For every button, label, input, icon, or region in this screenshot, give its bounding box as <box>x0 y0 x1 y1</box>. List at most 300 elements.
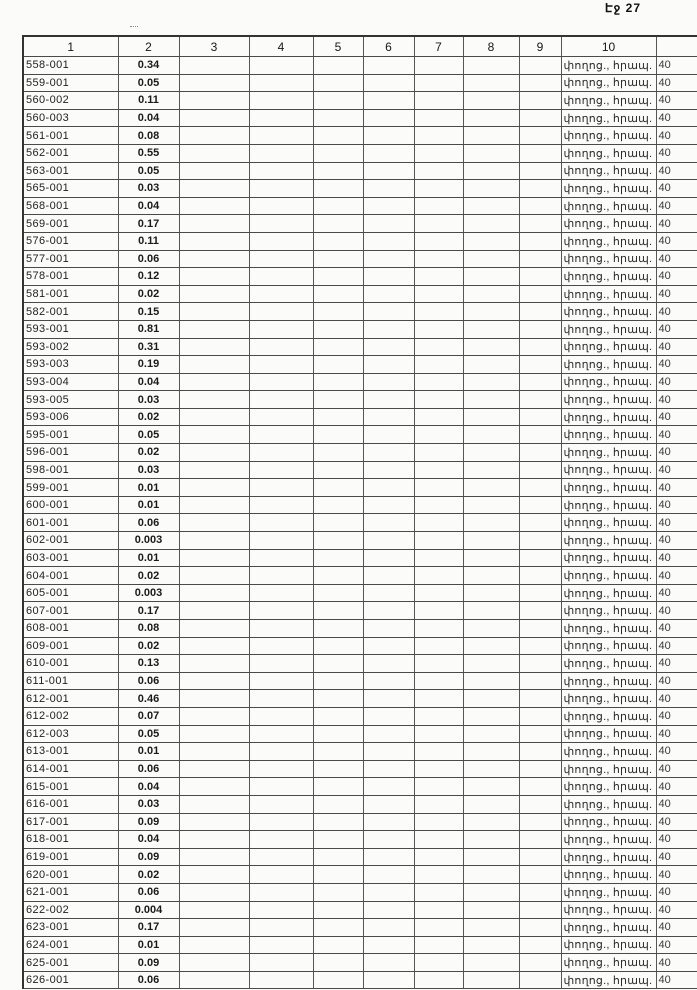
empty-cell <box>313 426 363 444</box>
margin-note: 40 <box>656 144 697 162</box>
empty-cell <box>313 831 363 849</box>
value-cell: 0.07 <box>118 707 179 725</box>
category-cell: փողոց., հրապ. <box>561 919 656 937</box>
empty-cell <box>179 496 249 514</box>
empty-cell <box>313 180 363 198</box>
margin-note: 40 <box>656 655 697 673</box>
empty-cell <box>249 813 313 831</box>
table-row <box>23 778 697 796</box>
code-cell: 626-001 <box>23 971 118 989</box>
margin-note: 40 <box>656 461 697 479</box>
empty-cell <box>179 672 249 690</box>
empty-cell <box>249 57 313 75</box>
category-cell: փողոց., հրապ. <box>561 303 656 321</box>
empty-cell <box>414 461 463 479</box>
code-cell: 624-001 <box>23 936 118 954</box>
empty-cell <box>179 690 249 708</box>
empty-cell <box>313 144 363 162</box>
category-cell: փողոց., հրապ. <box>561 690 656 708</box>
empty-cell <box>363 338 414 356</box>
empty-cell <box>463 320 519 338</box>
empty-cell <box>313 496 363 514</box>
value-cell: 0.11 <box>118 232 179 250</box>
category-cell: փողոց., հրապ. <box>561 338 656 356</box>
table-row <box>23 162 697 180</box>
value-cell: 0.06 <box>118 250 179 268</box>
empty-cell <box>179 391 249 409</box>
value-cell: 0.05 <box>118 725 179 743</box>
table-row <box>23 320 697 338</box>
empty-cell <box>519 549 561 567</box>
margin-note: 40 <box>656 795 697 813</box>
value-cell: 0.09 <box>118 848 179 866</box>
empty-cell <box>249 901 313 919</box>
empty-cell <box>249 426 313 444</box>
table-row <box>23 954 697 972</box>
empty-cell <box>249 461 313 479</box>
category-cell: փողոց., հրապ. <box>561 602 656 620</box>
empty-cell <box>249 303 313 321</box>
category-cell: փողոց., հրապ. <box>561 356 656 374</box>
empty-cell <box>313 795 363 813</box>
empty-cell <box>463 655 519 673</box>
empty-cell <box>363 303 414 321</box>
empty-cell <box>519 514 561 532</box>
code-cell: 582-001 <box>23 303 118 321</box>
category-cell: փողոց., հրապ. <box>561 866 656 884</box>
margin-note: 40 <box>656 690 697 708</box>
category-cell: փողոց., հրապ. <box>561 144 656 162</box>
category-cell: փողոց., հրապ. <box>561 197 656 215</box>
empty-cell <box>313 725 363 743</box>
code-cell: 621-001 <box>23 883 118 901</box>
margin-note: 40 <box>656 444 697 462</box>
empty-cell <box>414 584 463 602</box>
empty-cell <box>519 303 561 321</box>
category-cell: փողոց., հրապ. <box>561 109 656 127</box>
table-row <box>23 250 697 268</box>
table-row <box>23 760 697 778</box>
empty-cell <box>414 268 463 286</box>
value-cell: 0.17 <box>118 919 179 937</box>
empty-cell <box>363 215 414 233</box>
value-cell: 0.09 <box>118 813 179 831</box>
empty-cell <box>179 232 249 250</box>
value-cell: 0.34 <box>118 57 179 75</box>
value-cell: 0.46 <box>118 690 179 708</box>
empty-cell <box>249 866 313 884</box>
empty-cell <box>463 496 519 514</box>
value-cell: 0.17 <box>118 602 179 620</box>
empty-cell <box>414 92 463 110</box>
value-cell: 0.04 <box>118 197 179 215</box>
empty-cell <box>414 707 463 725</box>
empty-cell <box>179 655 249 673</box>
empty-cell <box>519 778 561 796</box>
empty-cell <box>414 514 463 532</box>
table-header-row <box>23 36 697 57</box>
margin-note: 40 <box>656 584 697 602</box>
empty-cell <box>179 57 249 75</box>
empty-cell <box>414 690 463 708</box>
empty-cell <box>249 338 313 356</box>
table-row <box>23 743 697 761</box>
value-cell: 0.08 <box>118 620 179 638</box>
empty-cell <box>363 602 414 620</box>
category-cell: փողոց., հրապ. <box>561 479 656 497</box>
category-cell: փողոց., հրապ. <box>561 901 656 919</box>
empty-cell <box>463 743 519 761</box>
empty-cell <box>363 320 414 338</box>
empty-cell <box>313 197 363 215</box>
empty-cell <box>363 250 414 268</box>
empty-cell <box>519 109 561 127</box>
empty-cell <box>313 567 363 585</box>
empty-cell <box>313 848 363 866</box>
empty-cell <box>363 549 414 567</box>
empty-cell <box>463 637 519 655</box>
empty-cell <box>363 866 414 884</box>
empty-cell <box>414 426 463 444</box>
empty-cell <box>463 285 519 303</box>
empty-cell <box>249 936 313 954</box>
margin-note: 40 <box>656 866 697 884</box>
empty-cell <box>414 919 463 937</box>
value-cell: 0.04 <box>118 831 179 849</box>
empty-cell <box>313 549 363 567</box>
empty-cell <box>414 620 463 638</box>
empty-cell <box>414 408 463 426</box>
category-cell: փողոց., հրապ. <box>561 778 656 796</box>
empty-cell <box>249 954 313 972</box>
code-cell: 612-003 <box>23 725 118 743</box>
empty-cell <box>463 197 519 215</box>
category-cell: փողոց., հրապ. <box>561 584 656 602</box>
empty-cell <box>363 391 414 409</box>
empty-cell <box>414 215 463 233</box>
empty-cell <box>249 602 313 620</box>
margin-note: 40 <box>656 338 697 356</box>
empty-cell <box>249 74 313 92</box>
code-cell: 612-002 <box>23 707 118 725</box>
empty-cell <box>519 602 561 620</box>
empty-cell <box>313 954 363 972</box>
empty-cell <box>249 725 313 743</box>
table-row <box>23 813 697 831</box>
value-cell: 0.04 <box>118 778 179 796</box>
empty-cell <box>249 584 313 602</box>
margin-note: 40 <box>656 532 697 550</box>
margin-note: 40 <box>656 479 697 497</box>
code-cell: 603-001 <box>23 549 118 567</box>
code-cell: 576-001 <box>23 232 118 250</box>
category-cell: փողոց., հրապ. <box>561 514 656 532</box>
empty-cell <box>179 795 249 813</box>
margin-note: 40 <box>656 426 697 444</box>
table-row <box>23 109 697 127</box>
empty-cell <box>313 707 363 725</box>
empty-cell <box>179 919 249 937</box>
empty-cell <box>313 127 363 145</box>
empty-cell <box>363 461 414 479</box>
empty-cell <box>414 901 463 919</box>
category-cell: փողոց., հրապ. <box>561 971 656 989</box>
code-cell: 560-002 <box>23 92 118 110</box>
table-row <box>23 197 697 215</box>
empty-cell <box>463 127 519 145</box>
code-cell: 558-001 <box>23 57 118 75</box>
empty-cell <box>414 971 463 989</box>
code-cell: 611-001 <box>23 672 118 690</box>
category-cell: փողոց., հրապ. <box>561 655 656 673</box>
column-header: 6 <box>363 36 414 57</box>
empty-cell <box>363 514 414 532</box>
empty-cell <box>414 250 463 268</box>
empty-cell <box>463 725 519 743</box>
column-header: 4 <box>249 36 313 57</box>
margin-note: 40 <box>656 760 697 778</box>
empty-cell <box>249 391 313 409</box>
empty-cell <box>414 760 463 778</box>
empty-cell <box>363 74 414 92</box>
table-row <box>23 232 697 250</box>
margin-note: 40 <box>656 883 697 901</box>
value-cell: 0.01 <box>118 743 179 761</box>
empty-cell <box>463 514 519 532</box>
empty-cell <box>313 320 363 338</box>
empty-cell <box>313 743 363 761</box>
code-cell: 593-005 <box>23 391 118 409</box>
empty-cell <box>519 620 561 638</box>
empty-cell <box>363 831 414 849</box>
empty-cell <box>414 285 463 303</box>
value-cell: 0.03 <box>118 180 179 198</box>
empty-cell <box>463 162 519 180</box>
empty-cell <box>519 444 561 462</box>
empty-cell <box>463 444 519 462</box>
empty-cell <box>414 567 463 585</box>
empty-cell <box>313 408 363 426</box>
empty-cell <box>519 285 561 303</box>
empty-cell <box>179 444 249 462</box>
value-cell: 0.06 <box>118 514 179 532</box>
empty-cell <box>313 971 363 989</box>
empty-cell <box>414 549 463 567</box>
empty-cell <box>519 408 561 426</box>
code-cell: 619-001 <box>23 848 118 866</box>
value-cell: 0.02 <box>118 408 179 426</box>
empty-cell <box>414 637 463 655</box>
empty-cell <box>363 444 414 462</box>
code-cell: 608-001 <box>23 620 118 638</box>
empty-cell <box>414 356 463 374</box>
table-row <box>23 707 697 725</box>
empty-cell <box>463 690 519 708</box>
value-cell: 0.01 <box>118 496 179 514</box>
table-row <box>23 215 697 233</box>
empty-cell <box>463 144 519 162</box>
margin-note: 40 <box>656 549 697 567</box>
empty-cell <box>414 848 463 866</box>
empty-cell <box>463 338 519 356</box>
empty-cell <box>179 320 249 338</box>
margin-note: 40 <box>656 320 697 338</box>
empty-cell <box>519 672 561 690</box>
table-row <box>23 127 697 145</box>
empty-cell <box>519 883 561 901</box>
margin-note: 40 <box>656 232 697 250</box>
empty-cell <box>313 57 363 75</box>
value-cell: 0.04 <box>118 373 179 391</box>
table-row <box>23 285 697 303</box>
table-row <box>23 690 697 708</box>
value-cell: 0.12 <box>118 268 179 286</box>
empty-cell <box>463 971 519 989</box>
category-cell: փողոց., հրապ. <box>561 883 656 901</box>
value-cell: 0.003 <box>118 584 179 602</box>
empty-cell <box>179 584 249 602</box>
empty-cell <box>363 655 414 673</box>
empty-cell <box>249 919 313 937</box>
empty-cell <box>179 74 249 92</box>
empty-cell <box>313 232 363 250</box>
empty-cell <box>179 109 249 127</box>
empty-cell <box>463 584 519 602</box>
empty-cell <box>363 162 414 180</box>
empty-cell <box>519 637 561 655</box>
category-cell: փողոց., հրապ. <box>561 461 656 479</box>
empty-cell <box>363 743 414 761</box>
table-row <box>23 795 697 813</box>
column-header: 5 <box>313 36 363 57</box>
empty-cell <box>313 356 363 374</box>
category-cell: փողոց., հրապ. <box>561 285 656 303</box>
empty-cell <box>249 215 313 233</box>
code-cell: 602-001 <box>23 532 118 550</box>
empty-cell <box>519 162 561 180</box>
value-cell: 0.06 <box>118 971 179 989</box>
category-cell: փողոց., հրապ. <box>561 637 656 655</box>
code-cell: 612-001 <box>23 690 118 708</box>
table-row <box>23 57 697 75</box>
empty-cell <box>313 778 363 796</box>
empty-cell <box>363 901 414 919</box>
margin-note: 40 <box>656 109 697 127</box>
margin-note: 40 <box>656 391 697 409</box>
empty-cell <box>179 567 249 585</box>
category-cell: փողոց., հրապ. <box>561 954 656 972</box>
code-cell: 561-001 <box>23 127 118 145</box>
empty-cell <box>363 584 414 602</box>
empty-cell <box>363 672 414 690</box>
empty-cell <box>414 954 463 972</box>
empty-cell <box>519 74 561 92</box>
category-cell: փողոց., հրապ. <box>561 391 656 409</box>
empty-cell <box>414 496 463 514</box>
empty-cell <box>519 391 561 409</box>
table-row <box>23 461 697 479</box>
value-cell: 0.02 <box>118 866 179 884</box>
empty-cell <box>519 426 561 444</box>
empty-cell <box>313 215 363 233</box>
table-row <box>23 514 697 532</box>
empty-cell <box>313 655 363 673</box>
empty-cell <box>313 109 363 127</box>
empty-cell <box>179 971 249 989</box>
empty-cell <box>519 901 561 919</box>
empty-cell <box>179 92 249 110</box>
empty-cell <box>179 848 249 866</box>
value-cell: 0.02 <box>118 637 179 655</box>
empty-cell <box>519 320 561 338</box>
empty-cell <box>363 620 414 638</box>
value-cell: 0.06 <box>118 760 179 778</box>
empty-cell <box>179 197 249 215</box>
table-row <box>23 620 697 638</box>
empty-cell <box>414 391 463 409</box>
empty-cell <box>463 901 519 919</box>
value-cell: 0.09 <box>118 954 179 972</box>
empty-cell <box>463 936 519 954</box>
empty-cell <box>414 532 463 550</box>
empty-cell <box>519 57 561 75</box>
column-header: 1 <box>23 36 118 57</box>
code-cell: 601-001 <box>23 514 118 532</box>
empty-cell <box>519 268 561 286</box>
empty-cell <box>519 707 561 725</box>
empty-cell <box>313 584 363 602</box>
empty-cell <box>179 866 249 884</box>
empty-cell <box>414 602 463 620</box>
empty-cell <box>414 831 463 849</box>
empty-cell <box>463 954 519 972</box>
table-row <box>23 584 697 602</box>
table-row <box>23 971 697 989</box>
empty-cell <box>313 74 363 92</box>
category-cell: փողոց., հրապ. <box>561 232 656 250</box>
margin-note: 40 <box>656 250 697 268</box>
empty-cell <box>414 127 463 145</box>
empty-cell <box>363 707 414 725</box>
empty-cell <box>179 461 249 479</box>
empty-cell <box>519 127 561 145</box>
empty-cell <box>414 162 463 180</box>
empty-cell <box>249 532 313 550</box>
empty-cell <box>414 778 463 796</box>
category-cell: փողոց., հրապ. <box>561 532 656 550</box>
empty-cell <box>363 180 414 198</box>
empty-cell <box>519 831 561 849</box>
category-cell: փողոց., հրապ. <box>561 408 656 426</box>
empty-cell <box>363 883 414 901</box>
margin-note: 40 <box>656 743 697 761</box>
empty-cell <box>179 356 249 374</box>
margin-note: 40 <box>656 602 697 620</box>
table-row <box>23 36 697 57</box>
code-cell: 620-001 <box>23 866 118 884</box>
empty-cell <box>519 92 561 110</box>
empty-cell <box>363 144 414 162</box>
table-row <box>23 496 697 514</box>
empty-cell <box>313 391 363 409</box>
empty-cell <box>414 197 463 215</box>
category-cell: փողոց., հրապ. <box>561 92 656 110</box>
code-cell: 615-001 <box>23 778 118 796</box>
margin-note: 40 <box>656 197 697 215</box>
empty-cell <box>414 795 463 813</box>
empty-cell <box>313 461 363 479</box>
table-row <box>23 338 697 356</box>
